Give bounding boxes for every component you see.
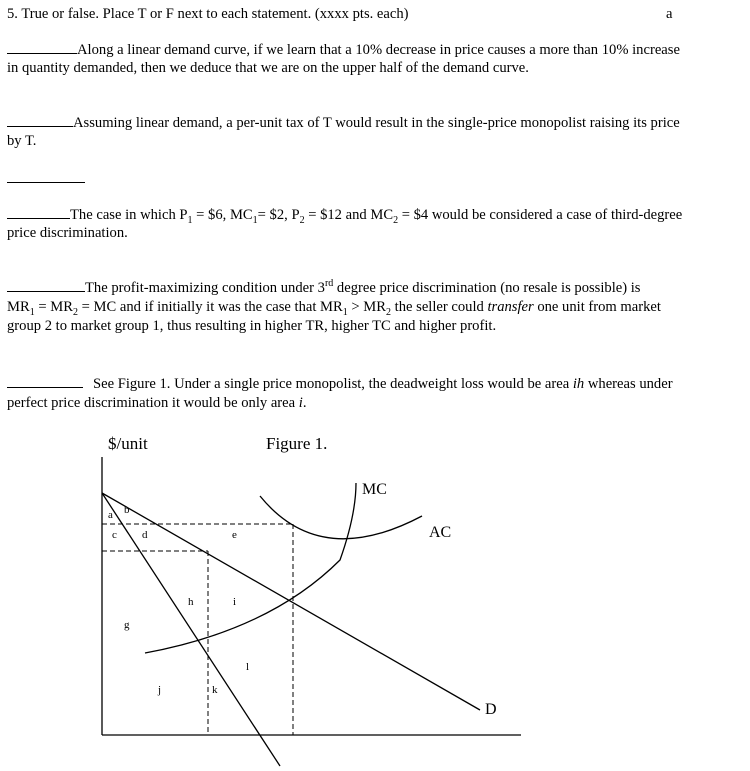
area-label-b: b xyxy=(124,504,130,516)
area-label-d: d xyxy=(142,529,148,541)
mc-label: MC xyxy=(362,481,387,498)
statement-4-line-1: The profit-maximizing condition under 3rd degree price discrimination (no resale is possible) is xyxy=(7,279,640,297)
y-axis-label: $/unit xyxy=(108,434,148,453)
average-cost-curve xyxy=(260,496,422,539)
area-label-h: h xyxy=(188,596,194,608)
statement-5-line-2: perfect price discrimination it would be only area i. xyxy=(7,395,307,411)
area-label-e: e xyxy=(232,529,237,541)
statement-3-line-1: The case in which $P_1$ = $6, $MC_1=$ $2, $P_2$ = $12 and $MC_2$ = $4 would be considered a case of third-degree xyxy=(7,206,682,224)
statement-5-line-1: See Figure 1. Under a single price monopolist, the deadweight loss would be area ih whereas under xyxy=(7,375,673,393)
area-label-g: g xyxy=(124,619,130,631)
statement-2-line-1: Assuming linear demand, a per-unit tax of T would result in the single-price monopolist raising its price xyxy=(7,114,680,132)
area-label-a: a xyxy=(108,509,113,521)
statement-1-line-1: Along a linear demand curve, if we learn that a 10% decrease in price causes a more than 10% increase xyxy=(7,41,680,59)
statement-3-line-2: price discrimination. xyxy=(7,225,128,241)
statement-2-line-2: by T. xyxy=(7,133,37,149)
corner-mark: a xyxy=(666,6,673,22)
statement-4-line-2: $MR_1 = MR_2$ = MC and if initially it was the case that $MR_1 > MR_2$ the seller could transfer one unit from market xyxy=(7,299,661,318)
area-label-j: j xyxy=(158,684,162,696)
statement-1-line-2: in quantity demanded, then we deduce that we are on the upper half of the demand curve. xyxy=(7,60,529,76)
area-label-k: k xyxy=(212,684,218,696)
area-label-i: i xyxy=(233,596,237,608)
demand-curve xyxy=(102,493,480,710)
demand-label: D xyxy=(485,701,497,718)
area-label-c: c xyxy=(112,529,117,541)
statement-4-line-3: group 2 to market group 1, thus resulting in higher TR, higher TC and higher profit. xyxy=(7,318,497,334)
question-title: 5. True or false. Place T or F next to each statement. (xxxx pts. each) xyxy=(7,6,409,22)
marginal-cost-curve xyxy=(145,483,356,653)
area-label-l: l xyxy=(246,661,250,673)
ac-label: AC xyxy=(429,524,452,541)
figure-title: Figure 1. xyxy=(266,434,328,453)
